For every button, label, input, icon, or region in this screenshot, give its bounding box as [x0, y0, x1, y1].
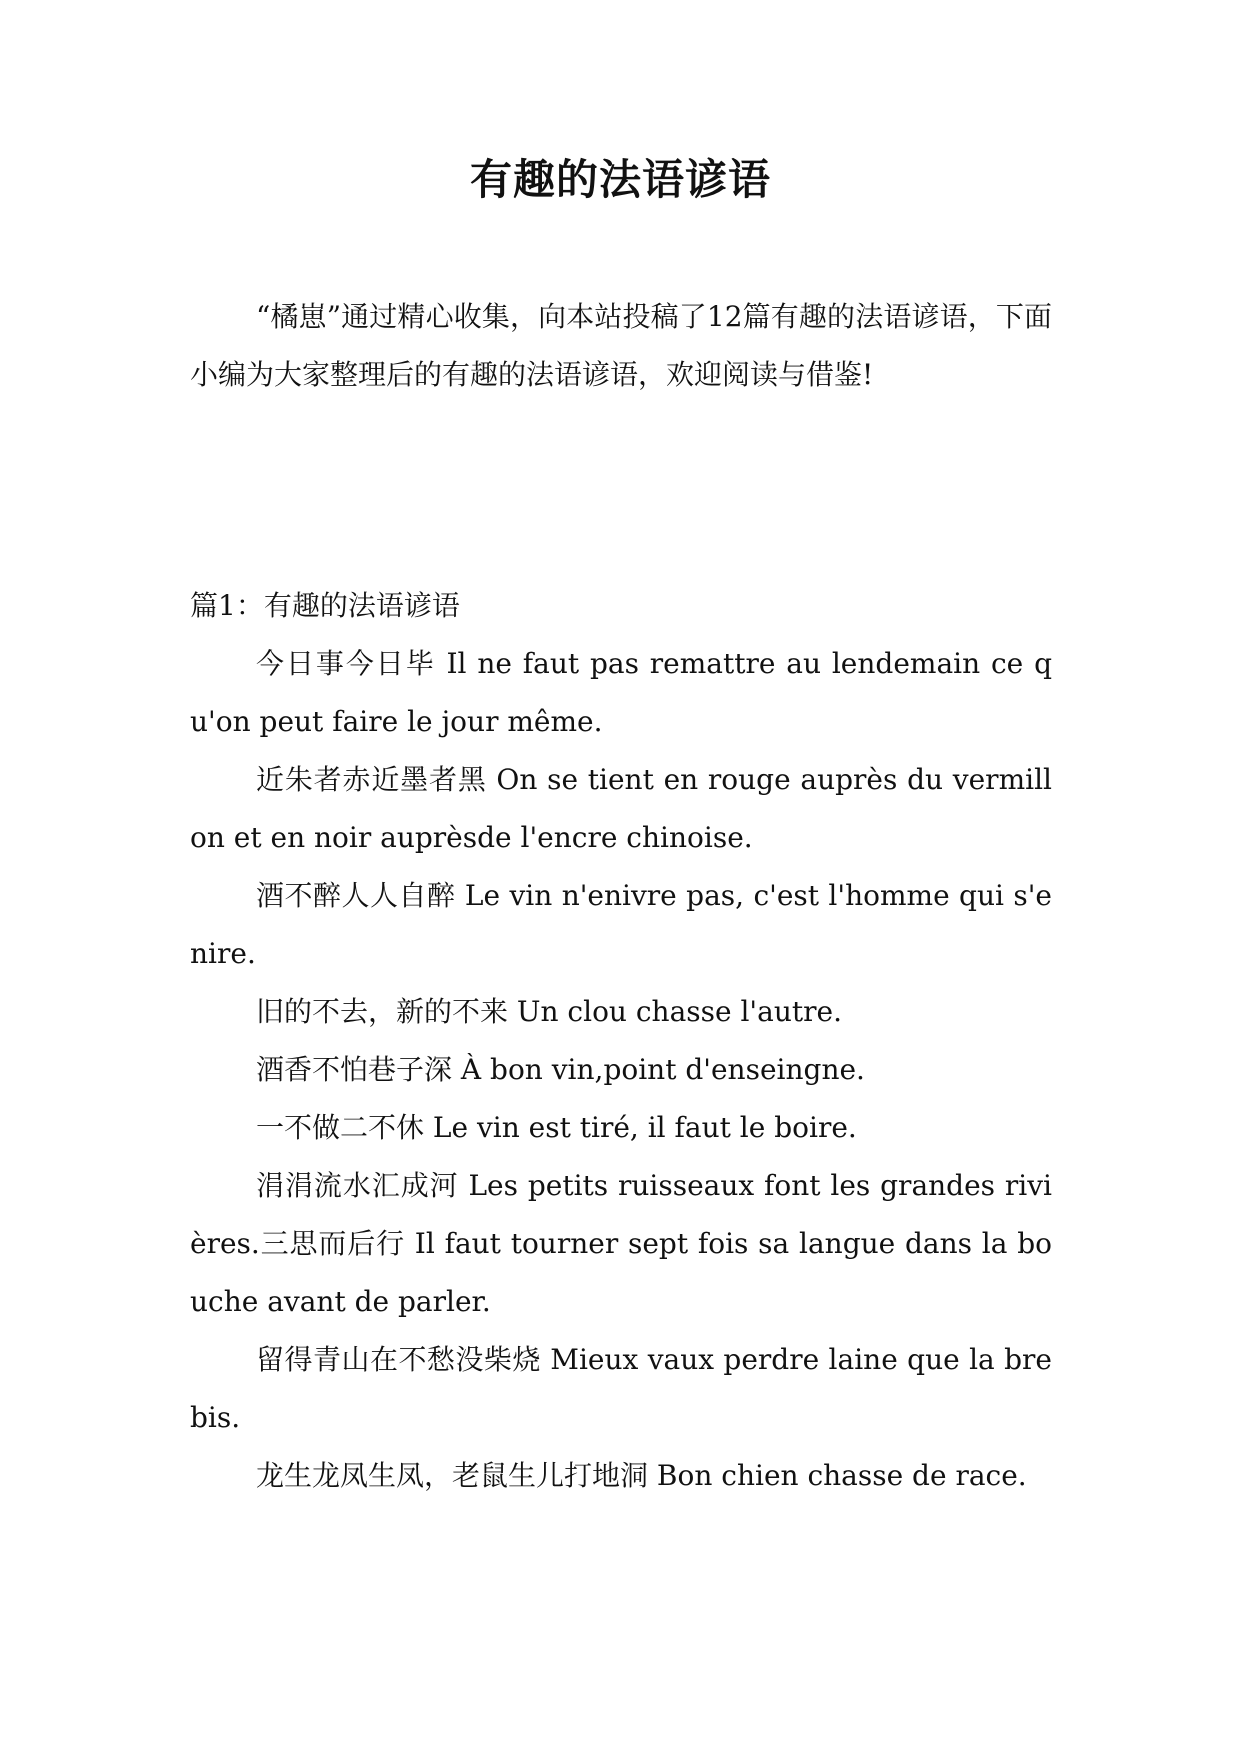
- section-heading: 篇1：有趣的法语谚语: [190, 589, 460, 622]
- intro-paragraph: “橘崽”通过精心收集，向本站投稿了12篇有趣的法语谚语，下面小编为大家整理后的有趣的法语谚语，欢迎阅读与借鉴!: [190, 300, 1052, 391]
- proverb-paragraph: 酒香不怕巷子深 À bon vin,point d'enseingne.: [256, 1053, 865, 1086]
- proverb-paragraph: 龙生龙凤生凤，老鼠生儿打地洞 Bon chien chasse de race.: [256, 1459, 1027, 1492]
- proverb-paragraph: 一不做二不休 Le vin est tiré, il faut le boire.: [256, 1111, 857, 1144]
- proverb-paragraph: 酒不醉人人自醉 Le vin n'enivre pas, c'est l'homme qui s'enire.: [190, 879, 1052, 970]
- document-title: 有趣的法语谚语: [469, 155, 771, 204]
- proverb-paragraph: 近朱者赤近墨者黑 On se tient en rouge auprès du vermillon et en noir auprèsde l'encre chinoise.: [190, 763, 1052, 854]
- proverb-paragraph: 涓涓流水汇成河 Les petits ruisseaux font les grandes rivières.三思而后行 Il faut tourner sept fois sa langue dans la bouche avant de parler.: [190, 1169, 1052, 1318]
- section-1: [190, 577, 1052, 1505]
- proverb-paragraph: 旧的不去，新的不来 Un clou chasse l'autre.: [256, 995, 842, 1028]
- proverb-paragraph: 今日事今日毕 Il ne faut pas remattre au lendemain ce qu'on peut faire le jour même.: [190, 647, 1052, 738]
- proverb-paragraph: 留得青山在不愁没柴烧 Mieux vaux perdre laine que la brebis.: [190, 1343, 1052, 1434]
